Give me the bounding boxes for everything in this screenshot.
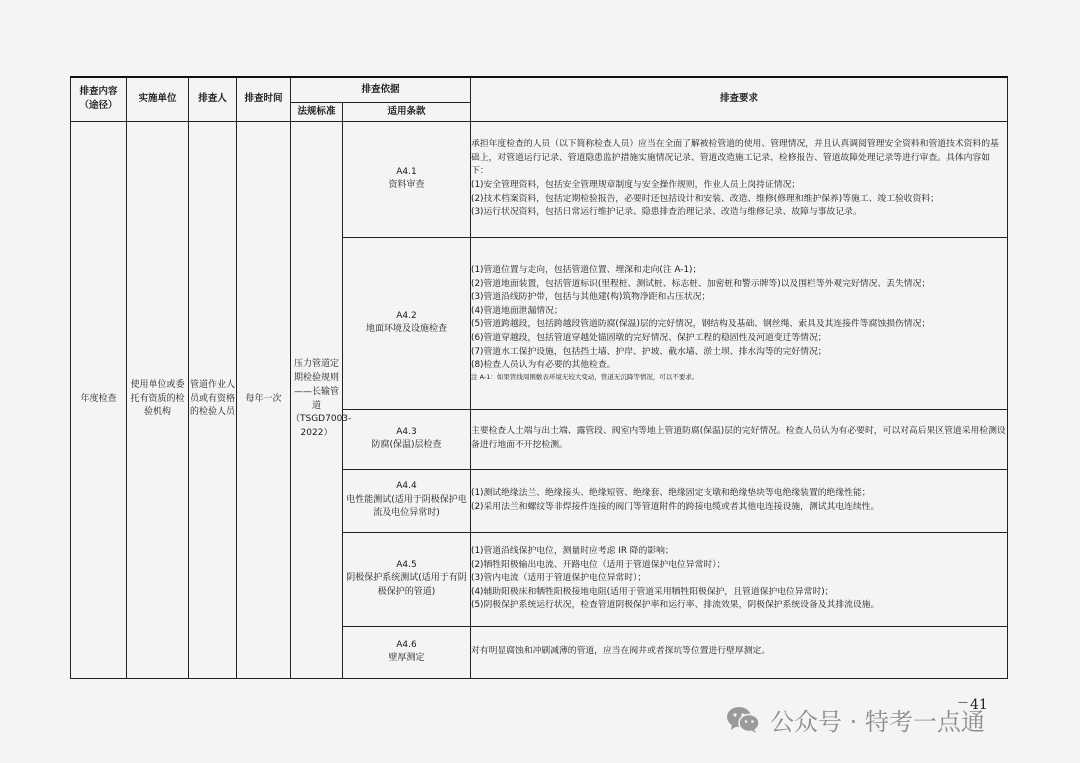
header-standard: 法规标准: [291, 102, 343, 121]
content-cell: 年度检查: [71, 121, 127, 678]
header-time: 排查时间: [237, 77, 291, 121]
requirement-line: (1)安全管理资料，包括安全管理规章制度与安全操作规则，作业人员上岗持证情况；: [471, 180, 801, 190]
requirement-line: (2)管道地面装置，包括管道标识(里程桩、测试桩、标志桩、加密桩和警示牌等)以及围栏等外观完好情况、丢失情况；: [471, 278, 931, 289]
clause-number: A4.4: [396, 481, 417, 492]
clause-cell: [343, 626, 471, 678]
standard-cell: 压力管道定期检验规则——长输管道（TSGD7003-2022）: [291, 121, 343, 678]
clause-name: 地面环境及设施检查: [366, 324, 448, 334]
requirement-line: (3)管道沿线防护带，包括与其他建(构)筑物净距和占压状况；: [471, 292, 711, 303]
header-unit: 实施单位: [127, 77, 189, 121]
header-person: 排查人: [189, 77, 237, 121]
clause-number: A4.5: [396, 559, 417, 570]
requirement-line: (2)技术档案资料，包括定期检验报告，必要时还包括设计和安装、改造、维修(修理和维护保养)等施工、竣工验收资料；: [471, 193, 939, 204]
requirements-cell: [471, 532, 1008, 626]
clause-cell: [343, 237, 471, 409]
header-requirements: 排查要求: [471, 77, 1008, 121]
requirement-line: (1)管道沿线保护电位，测量时应考虑 IR 降的影响；: [471, 545, 674, 556]
watermark: [726, 702, 985, 737]
clause-cell: [343, 121, 471, 237]
clause-name: 电性能测试(适用于阴极保护电流及电位异常时): [346, 494, 467, 519]
requirement-line: (5)阴极保护系统运行状况，检查管道阴极保护率和运行率、排流效果，阴极保护系统设备及其排流设施。: [471, 600, 880, 611]
page-number: — 41: [958, 697, 988, 713]
clause-name: 防腐(保温)层检查: [371, 440, 442, 450]
clause-number: A4.3: [396, 426, 417, 437]
clause-cell: [343, 409, 471, 469]
clause-number: A4.2: [396, 310, 417, 321]
requirement-line: 承担年度检查的人员（以下简称检查人员）应当在全面了解被检管道的使用、管理情况，并且认真调阅管理安全资料和管道技术资料的基础上，对管道运行记录、管道隐患监护措施实施情况记录、管道改造施工记录、检修报告、管道故障处理记录等进行审查。具体内容如下：: [471, 139, 999, 177]
requirement-line: (6)管道穿越段，包括管道穿越处锚固墩的完好情况、保护工程的稳固性及河道变迁等情况；: [471, 333, 827, 344]
requirement-note: 注 A-1：如果管线周围敷表环境无较大变动，管道无沉降等情况，可以不要求。: [471, 372, 699, 381]
clause-name: 资料审查: [388, 180, 425, 190]
person-cell: 管道作业人员或有资格的检验人员: [189, 121, 237, 678]
clause-cell: [343, 469, 471, 532]
table-row: [71, 121, 1008, 237]
requirement-line: (4)辅助阳极床和牺牲阳极接地电阻(适用于管道采用牺牲阳极保护，且管道保护电位异常时)；: [471, 586, 834, 597]
clause-number: A4.6: [396, 639, 417, 650]
requirement-line: (3)管内电流（适用于管道保护电位异常时）；: [471, 573, 647, 584]
requirement-line: (5)管道跨越段，包括跨越段管道防腐(保温)层的完好情况，钢结构及基础、钢丝绳、索具及其连接件等腐蚀损伤情况；: [471, 319, 931, 330]
requirement-line: (1)测试绝缘法兰、绝缘接头、绝缘短管、绝缘套、绝缘固定支墩和绝缘垫块等电绝缘装置的绝缘性能；: [471, 487, 871, 498]
clause-name: 壁厚测定: [388, 653, 425, 663]
header-clauses: 适用条款: [343, 102, 471, 121]
requirement-line: (3)运行状况资料，包括日常运行维护记录、隐患排查治理记录、改造与维修记录、故障与事故记录。: [471, 207, 862, 218]
requirement-line: 主要检查人土端与出土端、露管段、阀室内等地上管道防腐(保温)层的完好情况。检查人员认为有必要时，可以对高后果区管道采用检测设备进行地面不开挖检测。: [471, 426, 1006, 450]
header-basis: 排查依据: [291, 77, 471, 102]
wechat-icon: [726, 706, 760, 734]
header-content: 排查内容（途径）: [71, 77, 127, 121]
requirements-cell: [471, 469, 1008, 532]
requirement-line: (1)管道位置与走向，包括管道位置、埋深和走向(注 A-1)；: [471, 264, 702, 275]
requirement-line: (2)采用法兰和螺纹等非焊接件连接的阀门等管道附件的跨接电缆或者其他电连接设施，测试其电连续性。: [471, 501, 880, 512]
time-cell: 每年一次: [237, 121, 291, 678]
unit-cell: 使用单位或委托有资质的检验机构: [127, 121, 189, 678]
requirement-line: 对有明显腐蚀和冲刷减薄的管道，应当在阀井或者探坑等位置进行壁厚测定。: [471, 646, 771, 657]
clause-number: A4.1: [396, 166, 417, 177]
requirements-cell: [471, 626, 1008, 678]
inspection-table: [70, 76, 1008, 679]
requirement-line: (4)管道地面泄漏情况；: [471, 305, 563, 316]
clause-cell: [343, 532, 471, 626]
requirements-cell: [471, 409, 1008, 469]
requirement-line: (8)检查人员认为有必要的其他检查。: [471, 360, 616, 371]
requirements-cell: [471, 237, 1008, 409]
clause-name: 阴极保护系统测试(适用于有阴极保护的管道): [346, 573, 467, 597]
requirement-line: (7)管道水工保护设施，包括挡土墙、护岸、护坡、截水墙、淤土坝、排水沟等的完好情况；: [471, 346, 827, 357]
requirement-line: (2)牺牲阳极输出电流、开路电位（适用于管道保护电位异常时）；: [471, 559, 726, 570]
watermark-text: 公众号 · 特考一点通: [770, 708, 985, 736]
requirements-cell: [471, 121, 1008, 237]
